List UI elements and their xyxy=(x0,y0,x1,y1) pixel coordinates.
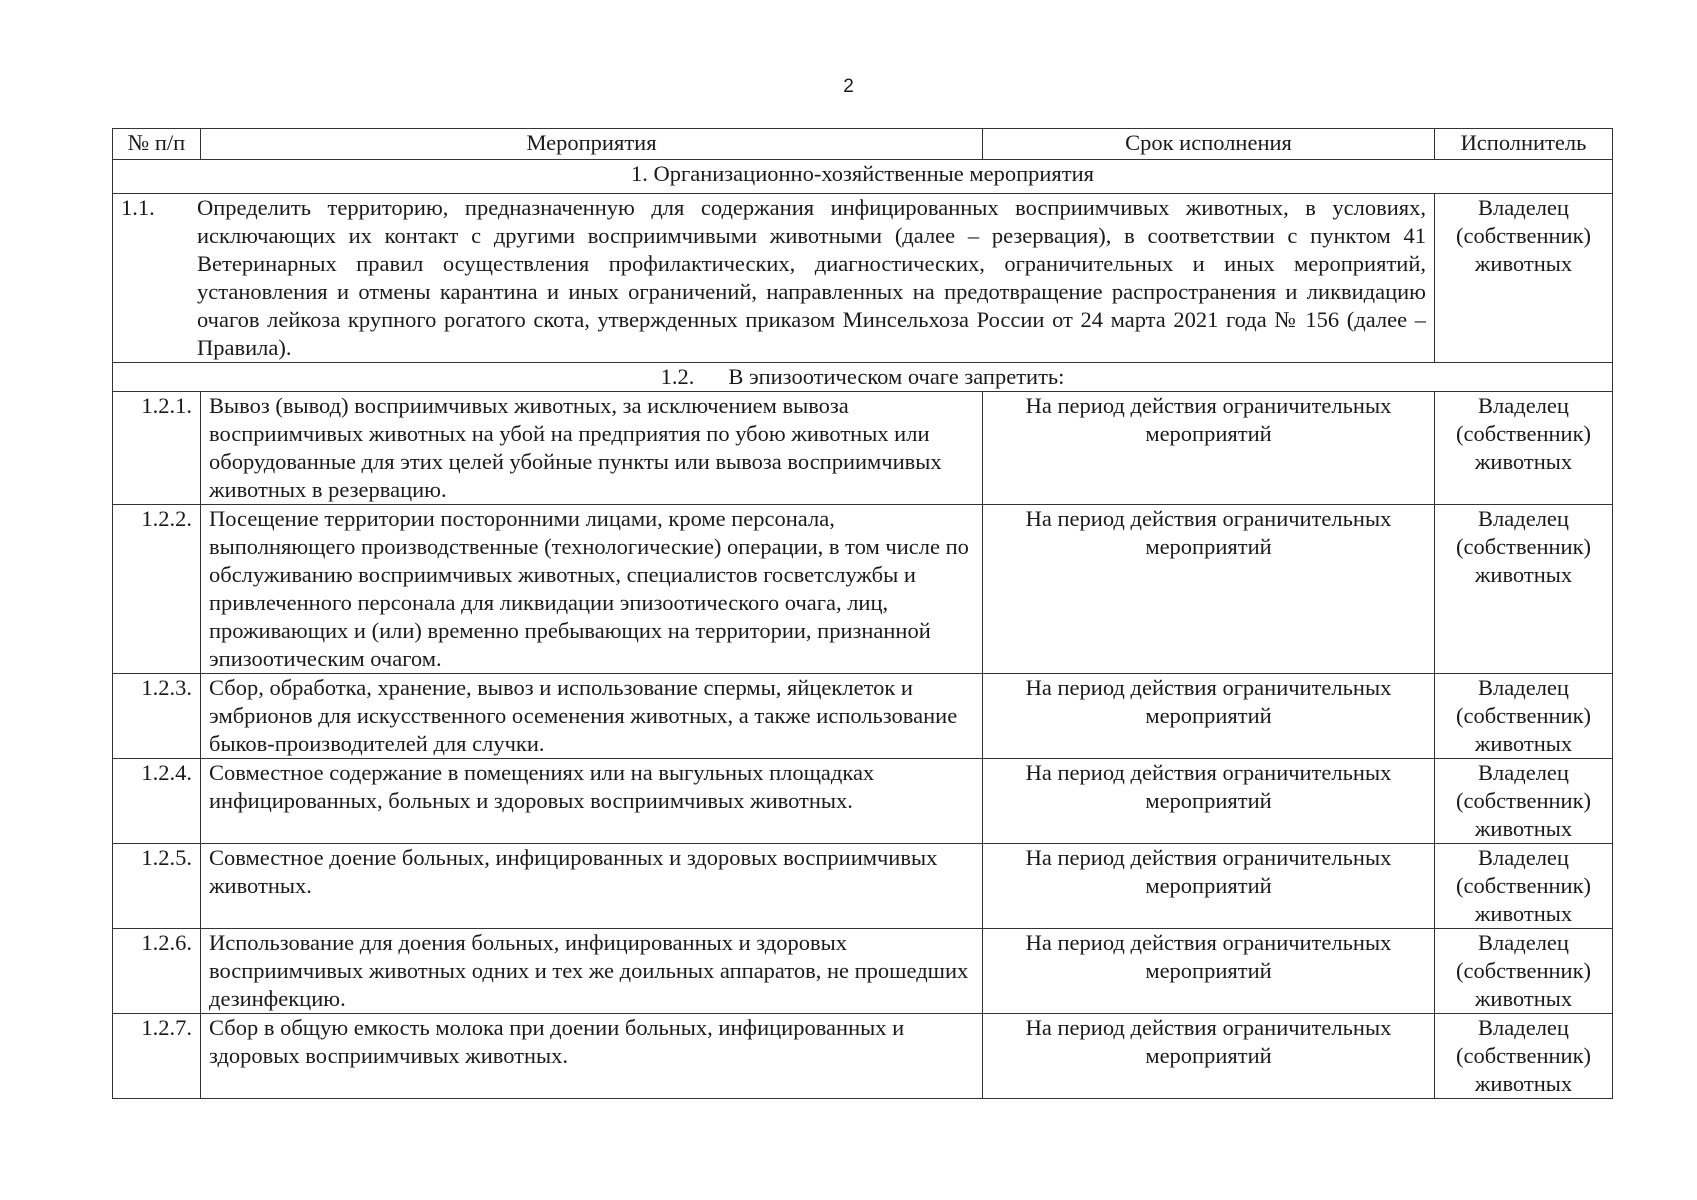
item-1-1-row xyxy=(113,194,1613,363)
item-1-2-row xyxy=(113,363,1613,392)
row-event: Совместное содержание в помещениях или на выгульных площадках инфицированных, больных и здоровых восприимчивых животных. xyxy=(201,759,983,844)
row-executor: Владелец (собственник) животных xyxy=(1435,505,1613,674)
item-1-1-text: Определить территорию, предназначенную для содержания инфицированных восприимчивых животных, в условиях, исключающих их контакт с другими восприимчивыми животными (далее – резервация), в соответствии с пунктом 41 Ветеринарных правил осуществления профилактических, диагностических, ограничительных и иных мероприятий, установления и отмены карантина и иных ограничений, направленных на предотвращение распространения и ликвидацию очагов лейкоза крупного рогатого скота, утвержденных приказом Минсельхоза России от 24 марта 2021 года № 156 (далее – Правила). xyxy=(197,195,1426,360)
row-executor: Владелец (собственник) животных xyxy=(1435,1014,1613,1099)
section-title: 1. Организационно-хозяйственные мероприятия xyxy=(113,160,1613,194)
item-1-2-cell xyxy=(113,363,1613,392)
measures-table xyxy=(112,128,1613,1099)
row-num: 1.2.1. xyxy=(113,392,201,505)
row-event: Посещение территории посторонними лицами, кроме персонала, выполняющего производственные (технологические) операции, в том числе по обслуживанию восприимчивых животных, специалистов госветслужбы и привлеченного персонала для ликвидации эпизоотического очага, лиц, проживающих и (или) временно пребывающих на территории, признанной эпизоотическим очагом. xyxy=(201,505,983,674)
row-event: Сбор, обработка, хранение, вывоз и использование спермы, яйцеклеток и эмбрионов для искусственного осеменения животных, а также использование быков-производителей для случки. xyxy=(201,674,983,759)
header-event: Мероприятия xyxy=(201,129,983,160)
row-num: 1.2.3. xyxy=(113,674,201,759)
row-executor: Владелец (собственник) животных xyxy=(1435,929,1613,1014)
table-header-row xyxy=(113,129,1613,160)
item-1-1-num: 1.1. xyxy=(121,195,155,220)
page-number: 2 xyxy=(843,76,854,97)
row-num: 1.2.7. xyxy=(113,1014,201,1099)
row-num: 1.2.4. xyxy=(113,759,201,844)
row-event: Использование для доения больных, инфицированных и здоровых восприимчивых животных одних и тех же доильных аппаратов, не прошедших дезинфекцию. xyxy=(201,929,983,1014)
row-term: На период действия ограничительных мероприятий xyxy=(983,674,1435,759)
item-1-1-cell xyxy=(113,194,1435,363)
row-term: На период действия ограничительных мероприятий xyxy=(983,392,1435,505)
row-term: На период действия ограничительных мероприятий xyxy=(983,844,1435,929)
header-num: № п/п xyxy=(113,129,201,160)
row-executor: Владелец (собственник) животных xyxy=(1435,392,1613,505)
row-term: На период действия ограничительных мероприятий xyxy=(983,505,1435,674)
table-row xyxy=(113,929,1613,1014)
row-event: Сбор в общую емкость молока при доении больных, инфицированных и здоровых восприимчивых животных. xyxy=(201,1014,983,1099)
row-num: 1.2.6. xyxy=(113,929,201,1014)
row-term: На период действия ограничительных мероприятий xyxy=(983,929,1435,1014)
item-1-1-executor: Владелец (собственник) животных xyxy=(1435,194,1613,363)
table-row xyxy=(113,674,1613,759)
table-row xyxy=(113,1014,1613,1099)
row-executor: Владелец (собственник) животных xyxy=(1435,674,1613,759)
row-num: 1.2.2. xyxy=(113,505,201,674)
row-event: Вывоз (вывод) восприимчивых животных, за исключением вывоза восприимчивых животных на убой на предприятия по убою животных или оборудованные для этих целей убойные пункты или вывоза восприимчивых животных в резервацию. xyxy=(201,392,983,505)
row-term: На период действия ограничительных мероприятий xyxy=(983,1014,1435,1099)
table-row xyxy=(113,759,1613,844)
item-1-2-num: 1.2. xyxy=(660,364,695,389)
table-row xyxy=(113,844,1613,929)
table-row xyxy=(113,392,1613,505)
row-event: Совместное доение больных, инфицированных и здоровых восприимчивых животных. xyxy=(201,844,983,929)
row-executor: Владелец (собственник) животных xyxy=(1435,759,1613,844)
table-row xyxy=(113,505,1613,674)
row-num: 1.2.5. xyxy=(113,844,201,929)
header-term: Срок исполнения xyxy=(983,129,1435,160)
header-executor: Исполнитель xyxy=(1435,129,1613,160)
item-1-2-text: В эпизоотическом очаге запретить: xyxy=(728,364,1065,389)
row-term: На период действия ограничительных мероприятий xyxy=(983,759,1435,844)
row-executor: Владелец (собственник) животных xyxy=(1435,844,1613,929)
section-row xyxy=(113,160,1613,194)
